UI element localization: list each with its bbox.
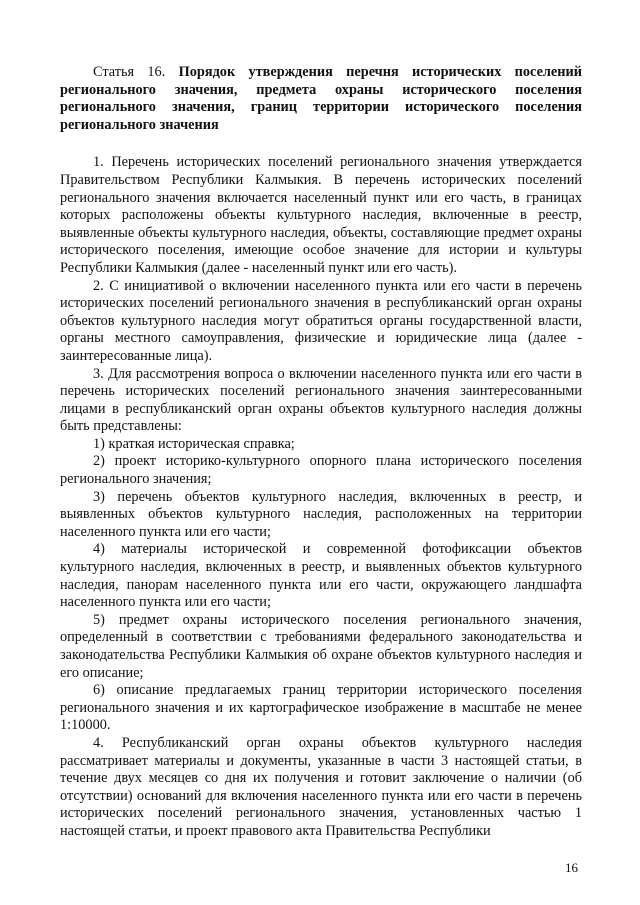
list-item-6: 6) описание предлагаемых границ территории исторического поселения регионального значения и их картографическое изображение в масштабе не менее 1:10000. — [60, 682, 582, 734]
article-number: Статья 16. — [93, 64, 166, 80]
list-item-5: 5) предмет охраны исторического поселения регионального значения, определенный в соответствии с требованиями федерального законодательства и законодательства Республики Калмыкия об охране объектов культурного наследия и его описание; — [60, 611, 582, 681]
paragraph-2: 2. С инициативой о включении населенного пункта или его части в перечень исторических поселений регионального значения в республиканский орган охраны объектов культурного наследия могут обратиться органы государственной власти, органы местного самоуправления, физические и юридические лица (далее - заинтересованные лица). — [60, 277, 582, 364]
list-item-2: 2) проект историко-культурного опорного плана исторического поселения регионального значения; — [60, 453, 582, 488]
paragraph-4: 4. Республиканский орган охраны объектов культурного наследия рассматривает материалы и документы, указанные в части 3 настоящей статьи, в течение двух месяцев со дня их получения и готовит заключение о наличии (об отсутствии) оснований для включения населенного пункта или его части в перечень исторических поселений регионального значения, установленных частью 1 настоящей статьи, и проект правового акта Правительства Республики — [60, 734, 582, 839]
list-item-3: 3) перечень объектов культурного наследия, включенных в реестр, и выявленных объектов культурного наследия, расположенных на территории населенного пункта или его части; — [60, 488, 582, 540]
page-number: 16 — [565, 860, 578, 875]
list-item-4: 4) материалы исторической и современной фотофиксации объектов культурного наследия, включенных в реестр, и выявленных объектов культурного наследия, панорам населенного пункта или его части, окружающего ландшафта населенного пункта или его части; — [60, 541, 582, 611]
paragraph-1: 1. Перечень исторических поселений регионального значения утверждается Правительством Республики Калмыкия. В перечень исторических поселений регионального значения включается населенный пункт или его часть, в границах которых расположены объекты культурного наследия, включенные в реестр, выявленные объекты культурного наследия, объекты, составляющие предмет охраны исторического поселения, имеющие особое значение для истории и культуры Республики Калмыкия (далее - населенный пункт или его часть). — [60, 154, 582, 276]
list-item-1: 1) краткая историческая справка; — [93, 435, 295, 452]
article-heading — [60, 64, 582, 134]
article-title: Порядок утверждения перечня исторических поселений регионального значения, предмета охраны исторического поселения регионального значения, границ территории исторического поселения регионального значения — [60, 64, 582, 133]
paragraph-3: 3. Для рассмотрения вопроса о включении населенного пункта или его части в перечень исторических поселений регионального значения заинтересованными лицами в республиканский орган охраны объектов культурного наследия должны быть представлены: — [60, 365, 582, 435]
document-page — [60, 64, 582, 841]
